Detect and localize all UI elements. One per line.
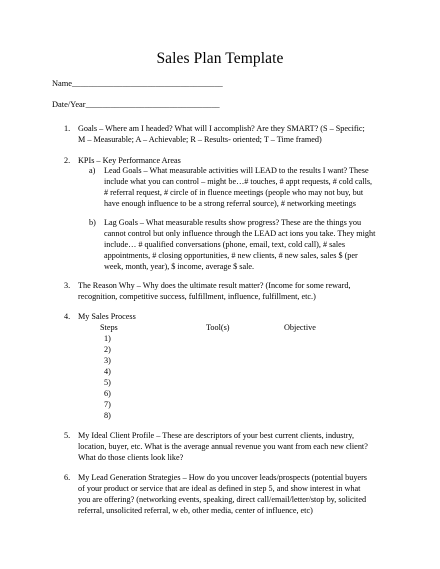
step-label: 3) <box>104 356 111 365</box>
item-text-line: My Ideal Client Profile – These are descriptors of your best current clients, industry, <box>78 431 355 440</box>
step-label: 4) <box>104 367 111 376</box>
sub-item-text-line: Lead Goals – What measurable activities will LEAD to the results I want? These <box>104 166 369 175</box>
sub-item-text-line: week, month, year), $ income, average $ sale. <box>104 262 255 271</box>
item-number: 4. <box>64 312 71 321</box>
sub-item-text-line: Lag Goals – What measurable results show progress? These are the things you <box>104 218 362 227</box>
item-heading: KPIs – Key Performance Areas <box>78 156 181 165</box>
item-text-line: recognition, competitive success, fulfillment, influence, fulfillment, etc.) <box>78 292 316 301</box>
sub-item-label: a) <box>89 166 96 175</box>
sub-item-label: b) <box>89 218 96 227</box>
sub-item-text-line: include what you can control – might be…# touches, # appt requests, # cold calls, <box>104 177 373 186</box>
item-text-line: The Reason Why – Why does the ultimate result matter? (Income for some reward, <box>78 281 351 290</box>
sub-item-text-line: cannot control but only influence through the LEAD act ions you take. They might <box>104 229 376 238</box>
item-text-line: you are offering? (networking events, speaking, direct call/email/letter/stop by, solicited <box>78 495 367 504</box>
date-year-field: Date/Year________________________________ <box>52 100 220 109</box>
item-number: 2. <box>64 156 71 165</box>
item-text-line: My Lead Generation Strategies – How do you uncover leads/prospects (potential buyers <box>78 473 367 482</box>
step-label: 2) <box>104 345 111 354</box>
item-number: 1. <box>64 124 71 133</box>
item-text-line: M – Measurable; A – Achievable; R – Results- oriented; T – Time framed) <box>78 135 322 144</box>
page-title: Sales Plan Template <box>156 50 284 67</box>
item-text-line: What do those clients look like? <box>78 453 184 462</box>
sub-item-text-line: have enough influence to be a strong referral source), # networking meetings <box>104 199 356 208</box>
step-label: 7) <box>104 400 111 409</box>
column-header-tools: Tool(s) <box>206 323 230 332</box>
item-number: 3. <box>64 281 71 290</box>
item-number: 6. <box>64 473 71 482</box>
sub-item-text-line: include… # qualified conversations (phone, email, text, cold call), # sales <box>104 240 346 249</box>
step-label: 6) <box>104 389 111 398</box>
step-label: 1) <box>104 334 111 343</box>
column-header-steps: Steps <box>100 323 118 332</box>
item-number: 5. <box>64 431 71 440</box>
item-text-line: Goals – Where am I headed? What will I accomplish? Are they SMART? (S – Specific; <box>78 124 365 133</box>
item-text-line: referral, unsolicited referral, w eb, other media, center of influence, etc) <box>78 506 313 515</box>
item-text-line: location, buyer, etc. What is the average annual revenue you want from each new client? <box>78 442 368 451</box>
sub-item-text-line: # referral request, # circle of in fluence meetings (people who may not buy, but <box>104 188 364 197</box>
item-text-line: of your product or service that are ideal as defined in step 5, and show interest in what <box>78 484 361 493</box>
step-label: 8) <box>104 411 111 420</box>
step-label: 5) <box>104 378 111 387</box>
item-heading: My Sales Process <box>78 312 136 321</box>
name-field: Name____________________________________ <box>52 79 223 88</box>
sub-item-text-line: appointments, # closing opportunities, # new clients, # new sales, sales $ (per <box>104 251 358 260</box>
column-header-objective: Objective <box>284 323 316 332</box>
